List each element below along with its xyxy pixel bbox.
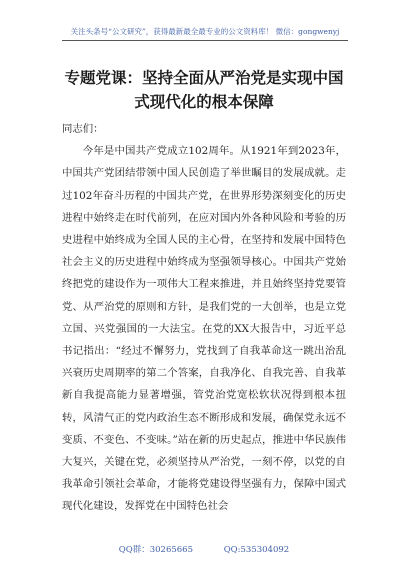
title-line-2: 式现代化的根本保障: [134, 92, 274, 111]
document-title: [50, 66, 358, 114]
greeting: 同志们：: [62, 123, 104, 135]
body-paragraph: 今年是中国共产党成立102周年。从1921年到2023年，中国共产党团结带领中国人民创造了举世瞩目的发展成就。走过102年奋斗历程的中国共产党，在世界形势深刻变化的历史进程中始终走在时代前列，在应对国内外各种风险和考验的历史进程中始终成为全国人民的主心骨，在坚持和发展中国特色社会主义的历史进程中始终成为坚强领导核心。中国共产党始终把党的建设作为一项伟大工程来推进，并且始终坚持党要管党、从严治党的原则和方针，是我们党的一大创举，也是立党立国、兴党强国的一大法宝。在党的XX大报告中，习近平总书记指出：“经过不懈努力，党找到了自我革命这一跳出治乱兴衰历史周期率的第二个答案，自我净化、自我完善、自我革新自我提高能力显著增强，管党治党宽松软状况得到根本扭转，风清气正的党内政治生态不断形成和发展，确保党永远不变质、不变色、不变味。”站在新的历史起点，推进中华民族伟大复兴，关键在党，必须坚持从严治党，一刻不停，以党的自我革命引领社会革命，才能将党建设得坚强有力，保障中国式现代化建设，发挥党在中国特色社会: [62, 145, 346, 513]
document-body: [62, 118, 346, 518]
title-line-1: 专题党课：坚持全面从严治党是实现中国: [64, 68, 344, 87]
footer-qq-group: QQ群：30265665: [118, 545, 193, 555]
header-note: 关注头条号“公文研究”，获得最新最全最专业的公文资料库！ 微信：gongwenyj: [62, 26, 348, 41]
footer-qq: QQ:535304092: [223, 545, 290, 555]
footer: [0, 543, 408, 555]
